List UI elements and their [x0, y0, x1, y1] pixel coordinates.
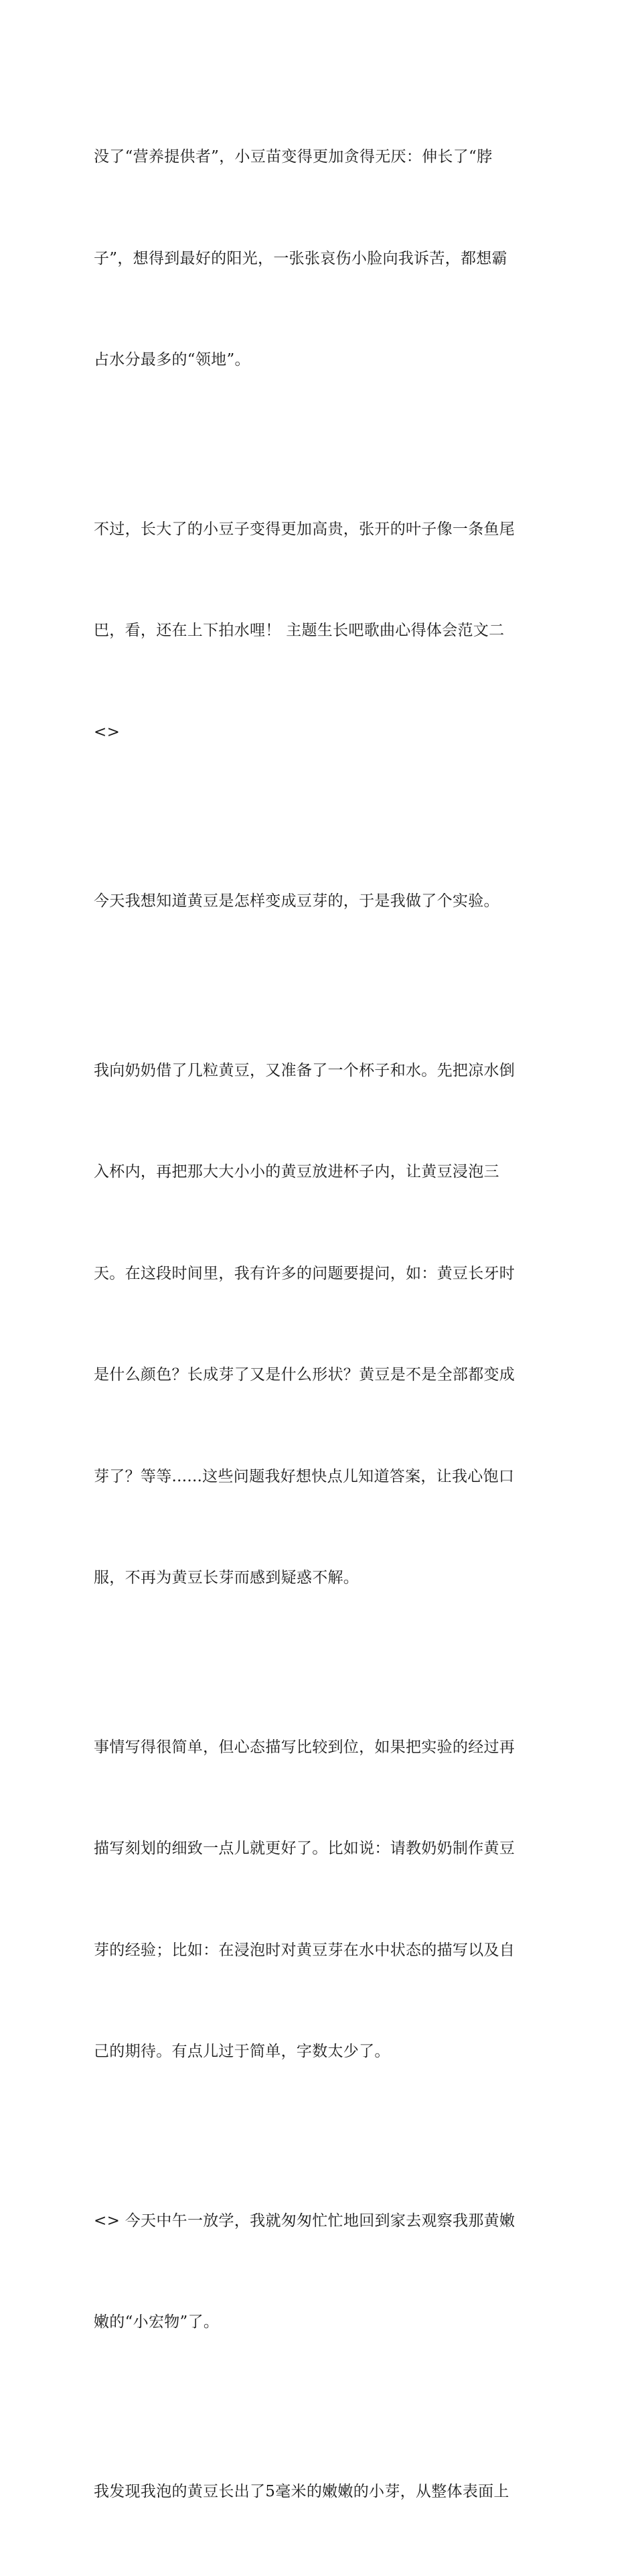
text-line: 我向奶奶借了几粒黄豆，又准备了一个杯子和水。先把凉水倒 [94, 1054, 549, 1088]
text-line: 天。在这段时间里，我有许多的问题要提问，如：黄豆长牙时 [94, 1257, 549, 1291]
paragraph-1 [94, 72, 549, 445]
text-line: 嫩的“小宏物”了。 [94, 2305, 549, 2340]
text-line: 描写刻划的细致一点儿就更好了。比如说：请教奶奶制作黄豆 [94, 1832, 549, 1866]
text-line: 芽了？等等......这些问题我好想快点儿知道答案，让我心饱口 [94, 1460, 549, 1494]
text-line: 入杯内，再把那大大小小的黄豆放进杯子内，让黄豆浸泡三 [94, 1155, 549, 1189]
text-line: <> 今天中午一放学，我就匆匆忙忙地回到家去观察我那黄嫩 [94, 2204, 549, 2238]
text-line: 没了“营养提供者”，小豆苗变得更加贪得无厌：伸长了“脖 [94, 140, 549, 174]
paragraph-7 [94, 2407, 549, 2576]
text-line: 己的期待。有点儿过于简单，字数太少了。 [94, 2035, 549, 2069]
text-line: 占水分最多的“领地”。 [94, 343, 549, 377]
document-body [94, 72, 549, 2576]
text-line: 芽的经验；比如：在浸泡时对黄豆芽在水中状态的描写以及自 [94, 1934, 549, 1968]
paragraph-2 [94, 445, 549, 817]
text-line: 事情写得很简单，但心态描写比较到位，如果把实验的经过再 [94, 1731, 549, 1765]
text-line: 不过，长大了的小豆子变得更加高贵，张开的叶子像一条鱼尾 [94, 513, 549, 547]
text-line: 巴，看，还在上下拍水哩！ 主题生长吧歌曲心得体会范文二 [94, 614, 549, 648]
text-line: <> [94, 716, 549, 750]
text-line: 子”，想得到最好的阳光，一张张哀伤小脸向我诉苦，都想霸 [94, 242, 549, 276]
document-page [0, 0, 636, 823]
text-line: 我发现我泡的黄豆长出了5毫米的嫩嫩的小芽，从整体表面上 [94, 2475, 549, 2509]
text-line: 今天我想知道黄豆是怎样变成豆芽的，于是我做了个实验。 [94, 884, 549, 919]
paragraph-6 [94, 2137, 549, 2407]
paragraph-4 [94, 986, 549, 1663]
paragraph-5 [94, 1663, 549, 2137]
text-line: 是什么颜色？长成芽了又是什么形状？黄豆是不是全部都变成 [94, 1358, 549, 1392]
paragraph-3 [94, 817, 549, 986]
text-line: 服，不再为黄豆长芽而感到疑惑不解。 [94, 1561, 549, 1595]
